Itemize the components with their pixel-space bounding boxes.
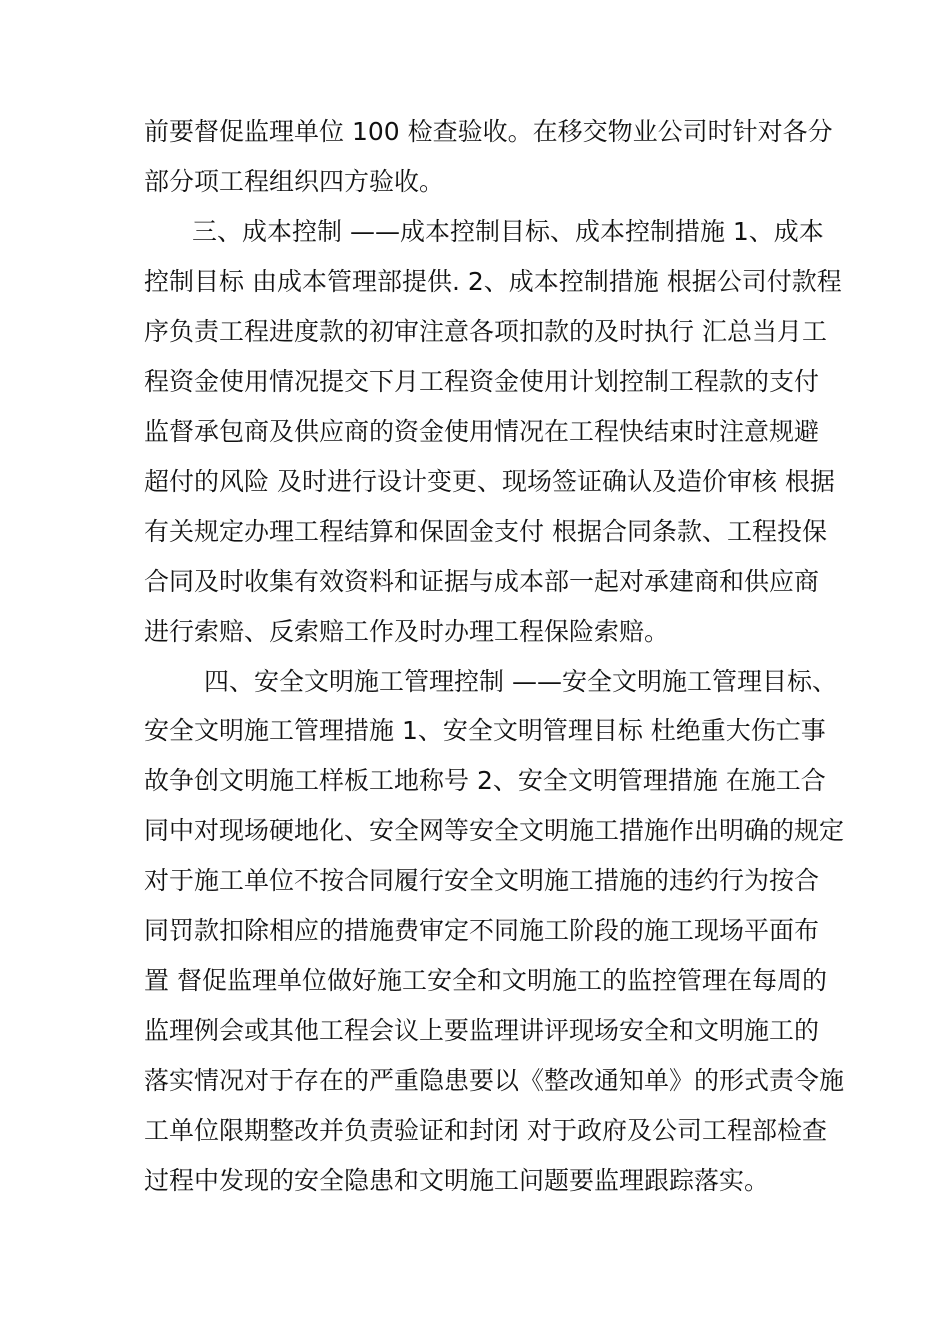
text-line: 超付的风险 及时进行设计变更、现场签证确认及造价审核 根据 (144, 467, 835, 496)
text-line: 四、安全文明施工管理控制 ——安全文明施工管理目标、 (204, 667, 837, 696)
text-line: 有关规定办理工程结算和保固金支付 根据合同条款、工程投保 (144, 517, 827, 546)
text-line: 工单位限期整改并负责验证和封闭 对于政府及公司工程部检查 (144, 1116, 827, 1145)
text-line: 三、成本控制 ——成本控制目标、成本控制措施 1、成本 (192, 217, 824, 246)
text-line: 同中对现场硬地化、安全网等安全文明施工措施作出明确的规定 (144, 816, 845, 845)
text-line: 落实情况对于存在的严重隐患要以《整改通知单》的形式责令施 (144, 1066, 845, 1095)
text-line: 同罚款扣除相应的措施费审定不同施工阶段的施工现场平面布 (144, 916, 820, 945)
text-line: 控制目标 由成本管理部提供. 2、成本控制措施 根据公司付款程 (144, 267, 842, 296)
text-line: 部分项工程组织四方验收。 (144, 167, 445, 196)
text-line: 前要督促监理单位 100 检查验收。在移交物业公司时针对各分 (144, 117, 833, 146)
text-line: 置 督促监理单位做好施工安全和文明施工的监控管理在每周的 (144, 966, 827, 995)
text-line: 过程中发现的安全隐患和文明施工问题要监理跟踪落实。 (144, 1166, 770, 1195)
text-line: 进行索赔、反索赔工作及时办理工程保险索赔。 (144, 617, 670, 646)
text-line: 序负责工程进度款的初审注意各项扣款的及时执行 汇总当月工 (144, 317, 827, 346)
text-line: 合同及时收集有效资料和证据与成本部一起对承建商和供应商 (144, 567, 820, 596)
text-line: 对于施工单位不按合同履行安全文明施工措施的违约行为按合 (144, 866, 820, 895)
text-line: 监理例会或其他工程会议上要监理讲评现场安全和文明施工的 (144, 1016, 820, 1045)
text-line: 故争创文明施工样板工地称号 2、安全文明管理措施 在施工合 (144, 766, 826, 795)
text-line: 监督承包商及供应商的资金使用情况在工程快结束时注意规避 (144, 417, 820, 446)
text-line: 安全文明施工管理措施 1、安全文明管理目标 杜绝重大伤亡事 (144, 716, 826, 745)
text-line: 程资金使用情况提交下月工程资金使用计划控制工程款的支付 (144, 367, 820, 396)
